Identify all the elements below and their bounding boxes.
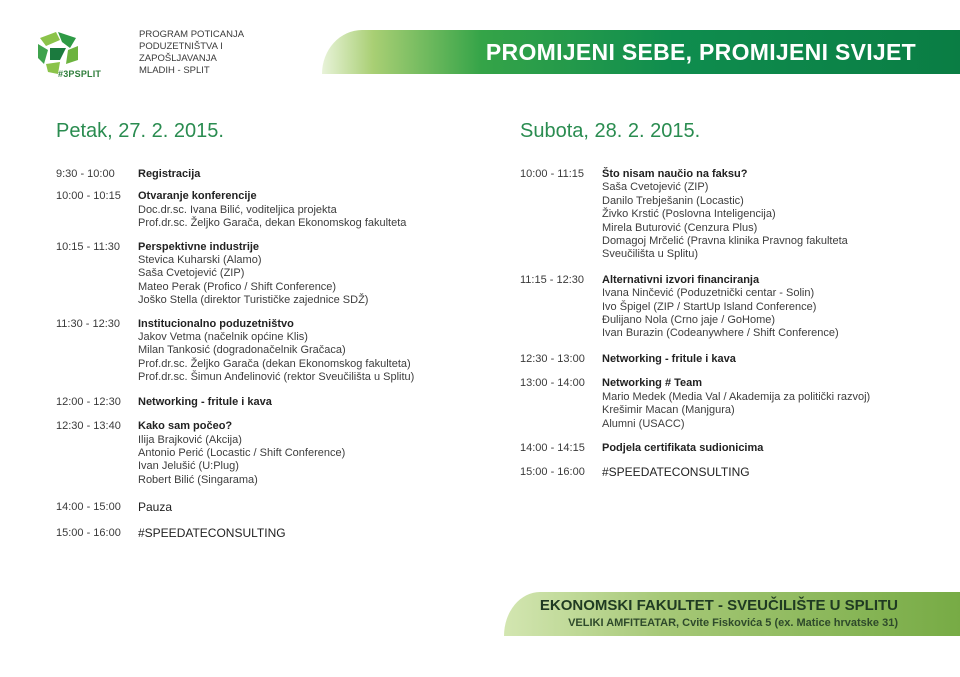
speaker: Prof.dr.sc. Šimun Anđelinović (rektor Sveučilišta u Splitu) [138,371,415,384]
schedule-slot [56,501,496,514]
speaker: Mirela Buturović (Cenzura Plus) [602,221,758,234]
program-name [139,29,269,77]
slot-title: Što nisam naučio na faksu? [602,168,748,180]
slot-time: 13:00 - 14:00 [520,377,585,390]
program-line: PODUZETNIŠTVA I [139,41,223,52]
schedule-slot [520,442,960,455]
speaker: Ivan Burazin (Codeanywhere / Shift Conference) [602,327,839,340]
slot-time: 10:15 - 11:30 [56,240,121,253]
schedule-slot [56,527,496,540]
day1-title: Petak, 27. 2. 2015. [56,120,224,142]
speaker: Stevica Kuharski (Alamo) [138,254,262,267]
day2-title: Subota, 28. 2. 2015. [520,120,701,142]
speaker: Sveučilišta u Splitu) [602,248,698,261]
speaker: Prof.dr.sc. Željko Garača (dekan Ekonomskog fakulteta) [138,357,411,370]
speaker: Ilija Brajković (Akcija) [138,433,242,446]
schedule-slot [56,318,496,385]
speaker: Prof.dr.sc. Željko Garača, dekan Ekonomskog fakulteta [138,217,407,230]
slot-title: Networking # Team [602,377,703,390]
slot-time: 12:00 - 12:30 [56,395,121,408]
speaker: Robert Bilić (Singarama) [138,473,258,486]
header-banner [322,30,960,74]
slot-time: 9:30 - 10:00 [56,168,115,180]
slot-time: 15:00 - 16:00 [56,526,121,539]
slot-title: Kako sam počeo? [138,420,233,433]
slot-title: Networking - fritule i kava [602,352,736,365]
schedule-slot [56,241,496,308]
venue-address: VELIKI AMFITEATAR, Cvite Fiskovića 5 (ex. Matice hrvatske 31) [568,617,898,629]
program-line: ZAPOŠLJAVANJA [139,53,217,64]
speaker: Ivana Ninčević (Poduzetnički centar - Solin) [602,287,815,300]
slot-title: Podjela certifikata sudionicima [602,441,764,454]
program-line: MLADIH - SPLIT [139,65,210,76]
speaker: Đulijano Nola (Crno jaje / GoHome) [602,314,776,327]
schedule-slot [56,190,496,230]
slot-title: Alternativni izvori financiranja [602,273,760,286]
slot-title: Institucionalno poduzetništvo [138,317,294,330]
speaker: Domagoj Mrčelić (Pravna klinika Pravnog fakulteta [602,235,848,248]
slot-time: 12:30 - 13:00 [520,352,585,365]
schedule-slot [56,396,496,409]
venue-banner [504,592,960,636]
slot-title: Registracija [138,168,201,180]
slot-time: 14:00 - 14:15 [520,441,585,454]
speaker: Ivo Špigel (ZIP / StartUp Island Conference) [602,300,817,313]
speaker: Danilo Trebješanin (Locastic) [602,194,744,207]
schedule-slot [520,377,960,431]
speaker: Alumni (USACC) [602,417,685,430]
speaker: Antonio Perić (Locastic / Shift Conference) [138,446,346,459]
slot-title: #SPEEDATECONSULTING [138,525,286,540]
slot-title: #SPEEDATECONSULTING [602,465,750,480]
slot-time: 15:00 - 16:00 [520,466,585,479]
speaker: Doc.dr.sc. Ivana Bilić, voditeljica projekta [138,203,337,216]
schedule-slot [56,168,496,181]
schedule-slot [520,353,960,366]
slot-time: 11:15 - 12:30 [520,273,585,286]
schedule-slot [520,168,960,262]
speaker: Živko Krstić (Poslovna Inteligencija) [602,208,776,221]
banner-title: PROMIJENI SEBE, PROMIJENI SVIJET [485,39,916,65]
day2-schedule [520,168,960,480]
logo-wordmark: #3PSPLIT [58,69,102,79]
slot-title: Otvaranje konferencije [138,190,257,203]
slot-time: 12:30 - 13:40 [56,420,121,433]
slot-time: 10:00 - 10:15 [56,190,121,203]
slot-title: Pauza [138,500,173,515]
speaker: Krešimir Macan (Manjgura) [602,404,735,417]
speaker: Milan Tankosić (dogradonačelnik Gračaca) [138,344,346,357]
speaker: Saša Cvetojević (ZIP) [602,181,709,194]
speaker: Mateo Perak (Profico / Shift Conference) [138,280,337,293]
schedule-slot [56,420,496,487]
speaker: Jakov Vetma (načelnik općine Klis) [138,331,308,344]
speaker: Saša Cvetojević (ZIP) [138,267,245,280]
slot-time: 14:00 - 15:00 [56,501,121,514]
speaker: Ivan Jelušić (U:Plug) [138,460,239,473]
speaker: Mario Medek (Media Val / Akademija za politički razvoj) [602,390,871,403]
day1-schedule [56,168,496,540]
speaker: Joško Stella (direktor Turističke zajednice SDŽ) [138,294,369,307]
schedule-slot [520,274,960,341]
schedule-slot [520,466,960,479]
slot-time: 11:30 - 12:30 [56,317,121,330]
slot-title: Networking - fritule i kava [138,395,272,408]
slot-time: 10:00 - 11:15 [520,168,585,180]
program-line: PROGRAM POTICANJA [139,29,245,40]
venue-title: EKONOMSKI FAKULTET - SVEUČILIŠTE U SPLITU [539,597,898,614]
slot-title: Perspektivne industrije [138,240,260,253]
